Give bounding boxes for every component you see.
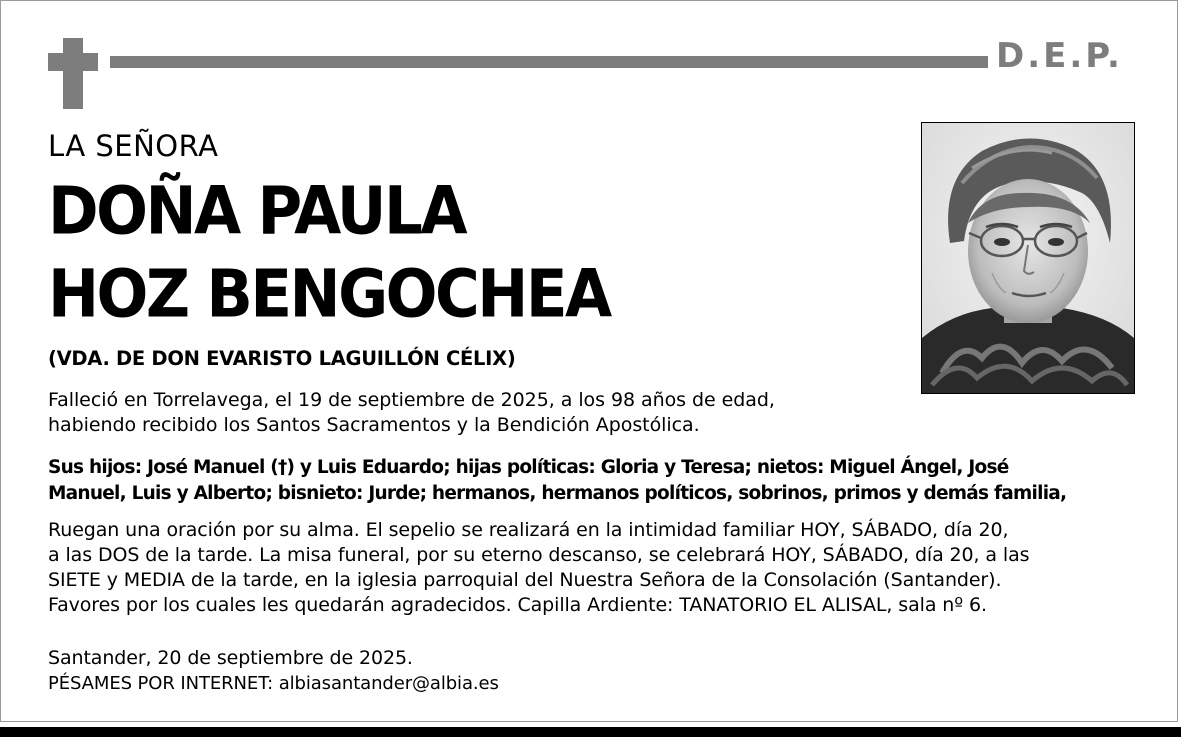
- funeral-line: a las DOS de la tarde. La misa funeral, por su eterno descanso, se celebrará HOY, SÁBADO, día 20, a las: [48, 544, 1030, 566]
- portrait-photo: [921, 122, 1135, 394]
- deceased-name-line2: HOZ BENGOCHEA: [48, 256, 610, 333]
- family-line: Manuel, Luis y Alberto; bisnieto: Jurde; hermanos, hermanos políticos, sobrinos, primos y demás familia,: [48, 483, 1067, 504]
- funeral-line: SIETE y MEDIA de la tarde, en la iglesia parroquial del Nuestra Señora de la Consolación (Santander).: [48, 569, 1002, 591]
- death-line: habiendo recibido los Santos Sacramentos y la Bendición Apostólica.: [48, 414, 700, 436]
- place-date: Santander, 20 de septiembre de 2025.: [48, 647, 413, 669]
- honorific: LA SEÑORA: [48, 129, 219, 163]
- death-paragraph: [48, 388, 775, 438]
- footer: [48, 646, 499, 696]
- funeral-line: Ruegan una oración por su alma. El sepelio se realizará en la intimidad familiar HOY, SÁBADO, día 20,: [48, 519, 1009, 541]
- dep-label: D.E.P.: [996, 36, 1123, 76]
- cross-icon-bar: [48, 53, 98, 71]
- family-paragraph: [48, 455, 1066, 507]
- funeral-paragraph: [48, 518, 1029, 618]
- condolences-email[interactable]: PÉSAMES POR INTERNET: albiasantander@albia.es: [48, 673, 499, 694]
- family-line: Sus hijos: José Manuel (†) y Luis Eduardo; hijas políticas: Gloria y Teresa; nietos: Miguel Ángel, José: [48, 457, 1009, 478]
- portrait-photo-image: [922, 123, 1134, 393]
- widow-of: (VDA. DE DON EVARISTO LAGUILLÓN CÉLIX): [48, 347, 516, 370]
- cross-icon: [63, 38, 83, 109]
- funeral-line: Favores por los cuales les quedarán agradecidos. Capilla Ardiente: TANATORIO EL ALISAL, sala nº 6.: [48, 594, 987, 616]
- deceased-name-line1: DOÑA PAULA: [48, 173, 466, 250]
- bottom-bar: [0, 727, 1181, 737]
- death-line: Falleció en Torrelavega, el 19 de septiembre de 2025, a los 98 años de edad,: [48, 389, 775, 411]
- header-rule: [110, 56, 988, 68]
